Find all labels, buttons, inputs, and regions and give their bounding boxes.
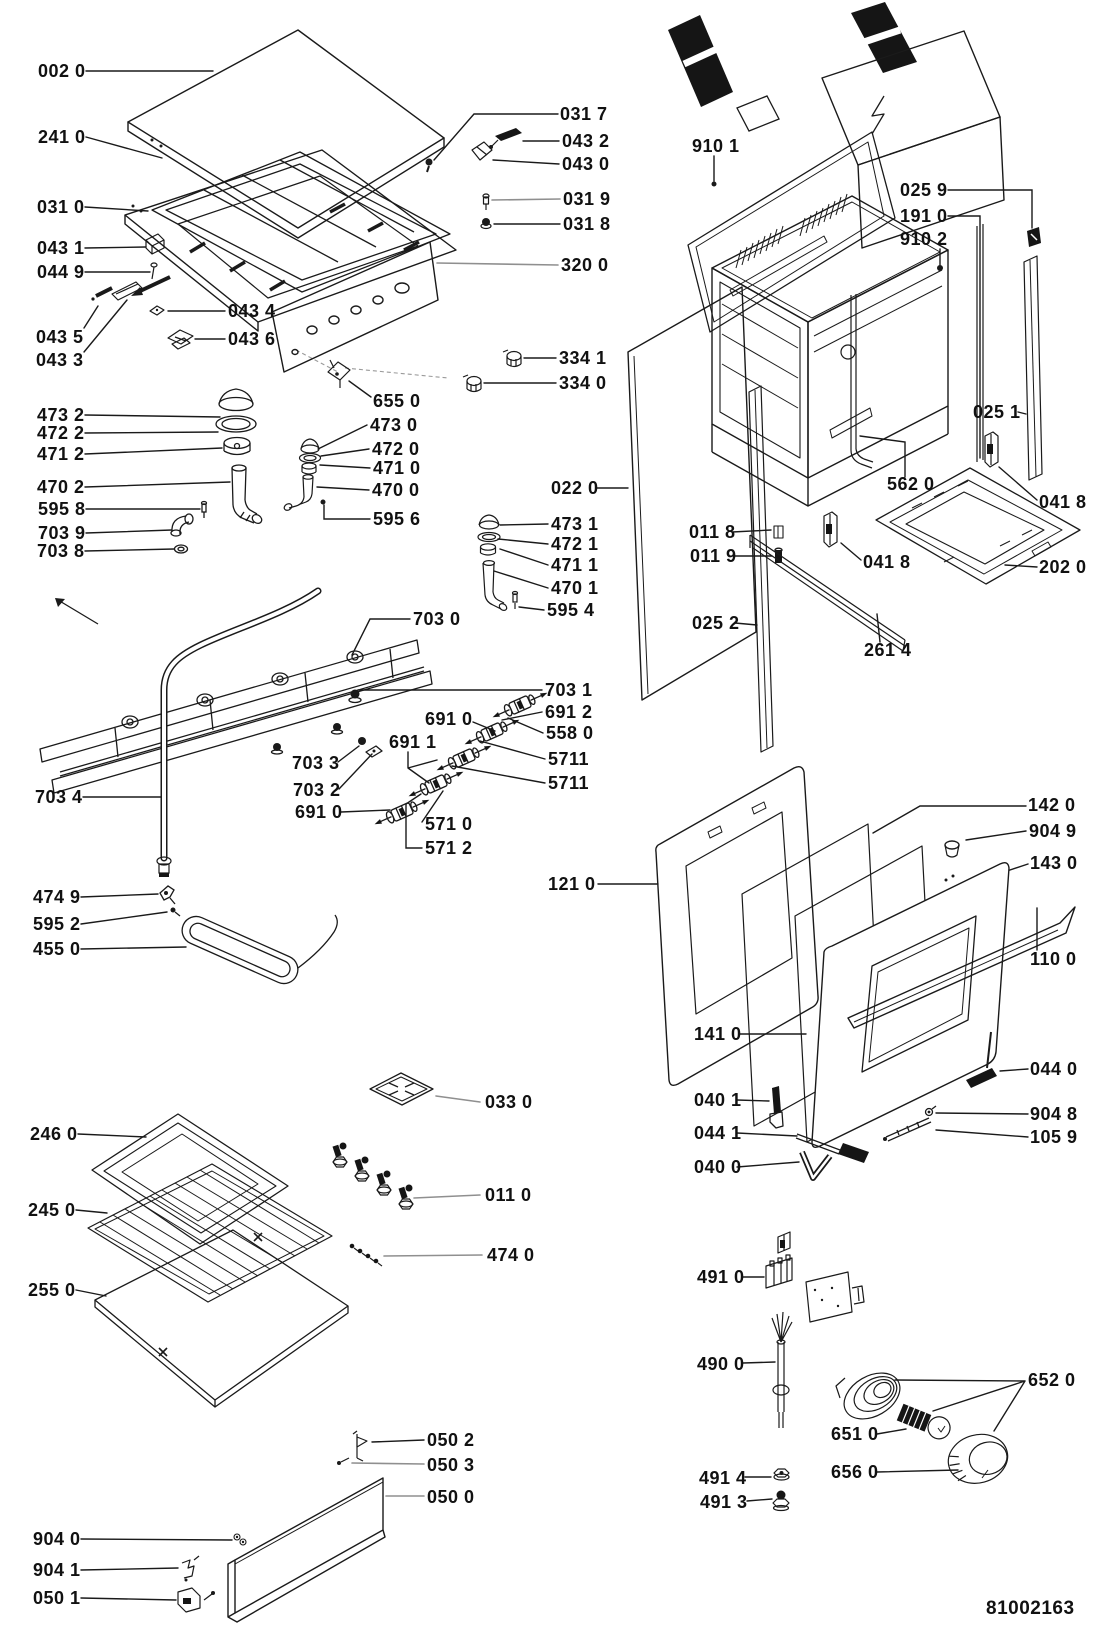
part-label-0502-94: 050 2 xyxy=(427,1430,475,1450)
part-label-0401-79: 040 1 xyxy=(694,1090,742,1110)
part-label-4712-9: 471 2 xyxy=(37,444,85,464)
part-label-6560-88: 656 0 xyxy=(831,1462,879,1482)
part-label-2614-71: 261 4 xyxy=(864,640,912,660)
part-label-0318-44: 031 8 xyxy=(563,214,611,234)
part-label-7038-13: 703 8 xyxy=(37,541,85,561)
part-label-5620-64: 562 0 xyxy=(887,474,935,494)
part-label-6510-87: 651 0 xyxy=(831,1424,879,1444)
part-label-0020-0: 002 0 xyxy=(38,61,86,81)
insulation-wedges xyxy=(668,2,917,131)
burner-left-drawing xyxy=(171,389,263,553)
part-label-7030-32: 703 0 xyxy=(413,609,461,629)
part-label-7032-36: 703 2 xyxy=(293,780,341,800)
part-label-4722-8: 472 2 xyxy=(37,423,85,443)
part-label-5958-11: 595 8 xyxy=(38,499,86,519)
part-label-0418-65: 041 8 xyxy=(1039,492,1087,512)
part-label-2450-19: 245 0 xyxy=(28,1200,76,1220)
part-label-0310-2: 031 0 xyxy=(37,197,85,217)
drawer-front-drawing xyxy=(178,1431,385,1622)
part-label-0119-67: 011 9 xyxy=(690,546,737,566)
part-label-5956-31: 595 6 xyxy=(373,509,421,529)
part-label-7034-14: 703 4 xyxy=(35,787,83,807)
part-label-0400-83: 040 0 xyxy=(694,1157,742,1177)
part-label-4710-29: 471 0 xyxy=(373,458,421,478)
part-label-0435-5: 043 5 xyxy=(36,327,84,347)
part-label-5710-38: 571 0 xyxy=(425,814,473,834)
part-label-9041-22: 904 1 xyxy=(33,1560,81,1580)
part-label-7031-54: 703 1 xyxy=(545,680,593,700)
screw-set-drawing xyxy=(350,1244,382,1266)
part-label-0433-6: 043 3 xyxy=(36,350,84,370)
part-label-0503-95: 050 3 xyxy=(427,1455,475,1475)
part-label-4721-50: 472 1 xyxy=(551,534,599,554)
part-label-1210-72: 121 0 xyxy=(548,874,596,894)
part-label-0431-3: 043 1 xyxy=(37,238,85,258)
electrical-parts-drawing xyxy=(766,1232,1013,1511)
part-label-3340-47: 334 0 xyxy=(559,373,607,393)
part-label-2020-69: 202 0 xyxy=(1039,557,1087,577)
part-label-0501-23: 050 1 xyxy=(33,1588,81,1608)
part-label-0330-91: 033 0 xyxy=(485,1092,533,1112)
part-label-1100-76: 110 0 xyxy=(1030,949,1077,969)
part-label-5711-57: 5711 xyxy=(548,749,590,769)
part-label-0432-41: 043 2 xyxy=(562,131,610,151)
part-label-4731-49: 473 1 xyxy=(551,514,599,534)
part-label-1430-75: 143 0 xyxy=(1030,853,1078,873)
part-label-4914-89: 491 4 xyxy=(699,1468,747,1488)
part-label-0441-81: 044 1 xyxy=(694,1123,742,1143)
part-label-4740-93: 474 0 xyxy=(487,1245,535,1265)
part-label-4550-17: 455 0 xyxy=(33,939,81,959)
pan-support-grid-drawing xyxy=(152,152,450,292)
part-label-2410-1: 241 0 xyxy=(38,127,86,147)
part-label-4732-7: 473 2 xyxy=(37,405,85,425)
document-number: 81002163 xyxy=(986,1598,1075,1619)
gas-pipe-drawing xyxy=(157,591,318,877)
part-label-7033-35: 703 3 xyxy=(292,753,340,773)
thermostat-drawing xyxy=(160,886,337,988)
part-label-4720-28: 472 0 xyxy=(372,439,420,459)
part-label-0110-92: 011 0 xyxy=(485,1185,532,1205)
part-label-5954-53: 595 4 xyxy=(547,600,595,620)
part-label-5712-39: 571 2 xyxy=(425,838,473,858)
part-label-9040-21: 904 0 xyxy=(33,1529,81,1549)
part-label-0440-78: 044 0 xyxy=(1030,1059,1078,1079)
burner-middle-drawing xyxy=(283,439,325,512)
part-label-4711-51: 471 1 xyxy=(551,555,599,575)
part-label-9101-59: 910 1 xyxy=(692,136,740,156)
part-label-0220-48: 022 0 xyxy=(551,478,599,498)
dashed-reference-lines xyxy=(296,350,448,378)
part-label-9049-74: 904 9 xyxy=(1029,821,1077,841)
part-label-0251-63: 025 1 xyxy=(973,402,1021,422)
part-label-6910-33: 691 0 xyxy=(425,709,473,729)
part-label-0252-70: 025 2 xyxy=(692,613,740,633)
part-label-4700-30: 470 0 xyxy=(372,480,420,500)
part-label-0434-24: 043 4 xyxy=(228,301,276,321)
part-label-9102-62: 910 2 xyxy=(900,229,948,249)
part-label-0500-96: 050 0 xyxy=(427,1487,475,1507)
part-label-0436-25: 043 6 xyxy=(228,329,276,349)
small-pan-support-drawing xyxy=(370,1073,433,1105)
part-label-1059-82: 105 9 xyxy=(1030,1127,1078,1147)
burner-nuts-drawing xyxy=(333,1143,413,1210)
part-label-2550-20: 255 0 xyxy=(28,1280,76,1300)
part-label-0319-43: 031 9 xyxy=(563,189,611,209)
part-label-0430-42: 043 0 xyxy=(562,154,610,174)
part-label-3200-45: 320 0 xyxy=(561,255,609,275)
part-label-0418-68: 041 8 xyxy=(863,552,911,572)
part-label-6911-34: 691 1 xyxy=(389,732,437,752)
back-panel-drawing xyxy=(688,132,895,332)
part-label-9048-80: 904 8 xyxy=(1030,1104,1078,1124)
part-label-6520-86: 652 0 xyxy=(1028,1370,1076,1390)
part-label-4730-27: 473 0 xyxy=(370,415,418,435)
part-label-4913-90: 491 3 xyxy=(700,1492,748,1512)
part-label-0118-66: 011 8 xyxy=(689,522,736,542)
part-label-4701-52: 470 1 xyxy=(551,578,599,598)
part-label-0317-40: 031 7 xyxy=(560,104,608,124)
part-label-7039-12: 703 9 xyxy=(38,523,86,543)
part-label-4749-15: 474 9 xyxy=(33,887,81,907)
burner-right-drawing xyxy=(478,515,518,612)
part-label-1420-73: 142 0 xyxy=(1028,795,1076,815)
part-label-4702-10: 470 2 xyxy=(37,477,85,497)
part-label-5580-56: 558 0 xyxy=(546,723,594,743)
part-label-1410-77: 141 0 xyxy=(694,1024,742,1044)
part-label-4900-85: 490 0 xyxy=(697,1354,745,1374)
part-label-6550-26: 655 0 xyxy=(373,391,421,411)
part-label-0259-60: 025 9 xyxy=(900,180,948,200)
part-label-2460-18: 246 0 xyxy=(30,1124,78,1144)
part-label-5952-16: 595 2 xyxy=(33,914,81,934)
part-label-4910-84: 491 0 xyxy=(697,1267,745,1287)
part-label-1910-61: 191 0 xyxy=(900,206,948,226)
part-label-6912-55: 691 2 xyxy=(545,702,593,722)
part-label-3341-46: 334 1 xyxy=(559,348,607,368)
part-label-6910-37: 691 0 xyxy=(295,802,343,822)
part-label-5711-58: 5711 xyxy=(548,773,590,793)
part-label-0449-4: 044 9 xyxy=(37,262,85,282)
bottom-sheet-drawing xyxy=(95,1230,348,1407)
